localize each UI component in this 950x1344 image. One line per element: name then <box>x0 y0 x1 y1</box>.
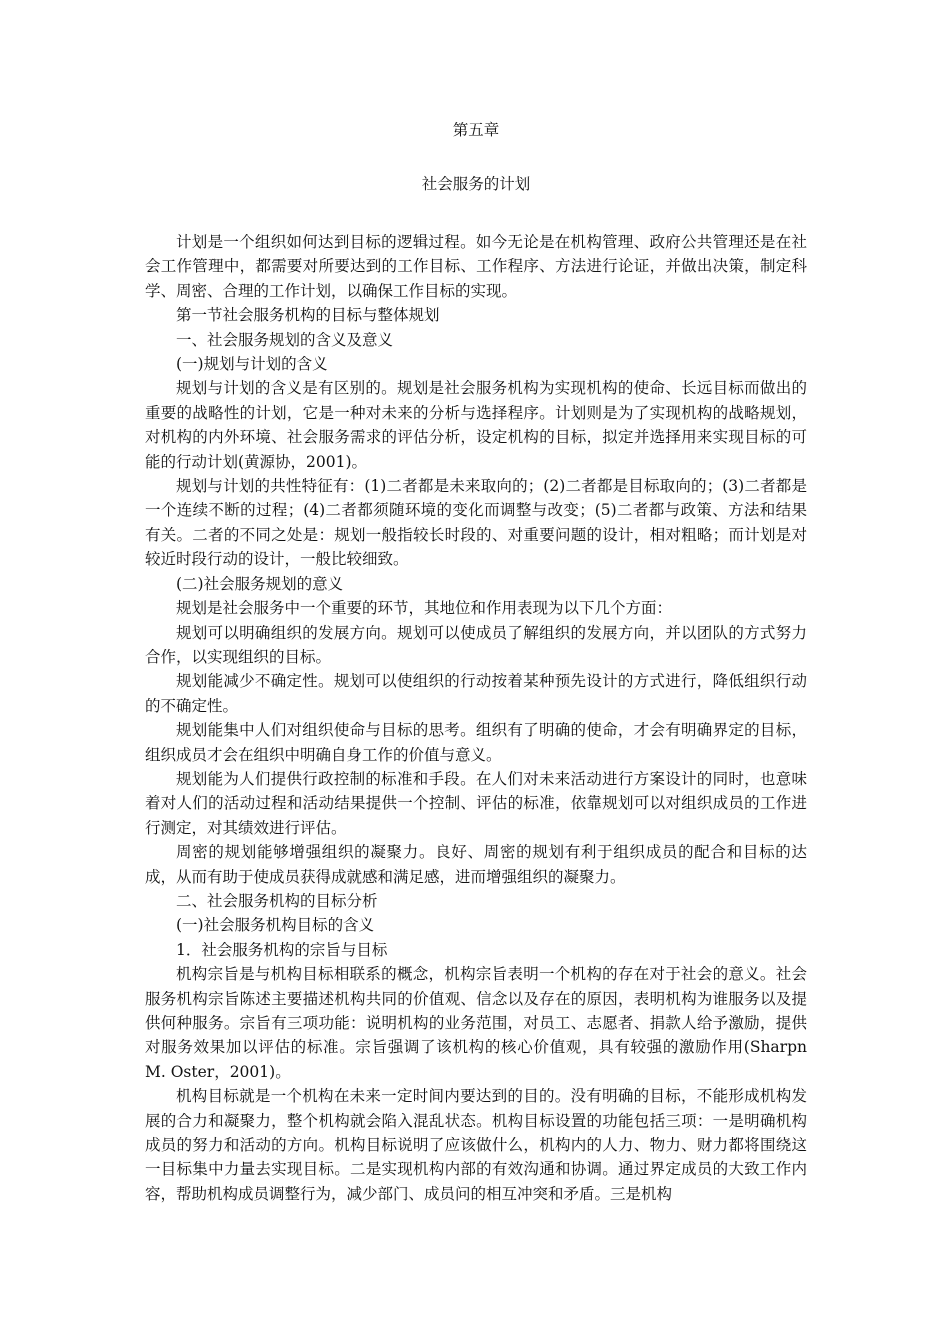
section-heading: 第一节社会服务机构的目标与整体规划 <box>176 306 440 325</box>
paragraph: 规划能减少不确定性。规划可以使组织的行动按着某种预先设计的方式进行，降低组织行动的不确定性。 <box>145 672 807 715</box>
paragraph: 规划与计划的含义是有区别的。规划是社会服务机构为实现机构的使命、长远目标而做出的重要的战略性的计划，它是一种对未来的分析与选择程序。计划则是为了实现机构的战略规划，对机构的内外环境、社会服务需求的评估分析，设定机构的目标，拟定并选择用来实现目标的可能的行动计划(黄源协，2001)。 <box>145 379 807 471</box>
paragraph: 机构目标就是一个机构在未来一定时间内要达到的目的。没有明确的目标，不能形成机构发展的合力和凝聚力，整个机构就会陷入混乱状态。机构目标设置的功能包括三项：一是明确机构成员的努力和活动的方向。机构目标说明了应该做什么，机构内的人力、物力、财力都将围绕这一目标集中力量去实现目标。二是实现机构内部的有效沟通和协调。通过界定成员的大致工作内容，帮助机构成员调整行为，减少部门、成员问的相互冲突和矛盾。三是机构 <box>145 1087 807 1203</box>
chapter-heading: 第五章 <box>452 121 500 139</box>
subsubsection-heading: (一)社会服务机构目标的含义 <box>176 916 375 935</box>
subsubsection-heading: (一)规划与计划的含义 <box>176 355 328 374</box>
subsection-heading: 二、社会服务机构的目标分析 <box>176 891 378 910</box>
subsection-heading: 一、社会服务规划的含义及意义 <box>176 330 394 349</box>
subsubsection-heading: (二)社会服务规划的意义 <box>176 574 344 593</box>
paragraph: 规划与计划的共性特征有：(1)二者都是未来取向的；(2)二者都是目标取向的；(3)二者都是一个连续不断的过程；(4)二者都须随环境的变化而调整与改变；(5)二者都与政策、方法和结果有关。二者的不同之处是：规划一般指较长时段的、对重要问题的设计，相对粗略；而计划是对较近时段行动的设计，一般比较细致。 <box>145 477 807 569</box>
document-page <box>145 118 807 1206</box>
document-body <box>145 230 807 1206</box>
paragraph: 周密的规划能够增强组织的凝聚力。良好、周密的规划有利于组织成员的配合和目标的达成，从而有助于使成员获得成就感和满足感，进而增强组织的凝聚力。 <box>145 843 807 886</box>
paragraph: 规划是社会服务中一个重要的环节，其地位和作用表现为以下几个方面： <box>176 599 673 618</box>
paragraph: 机构宗旨是与机构目标相联系的概念，机构宗旨表明一个机构的存在对于社会的意义。社会服务机构宗旨陈述主要描述机构共同的价值观、信念以及存在的原因，表明机构为谁服务以及提供何种服务。宗旨有三项功能：说明机构的业务范围，对员工、志愿者、捐款人给予激励，提供对服务效果加以评估的标准。宗旨强调了该机构的核心价值观，具有较强的激励作用(Sharpn M. Oster，2001)。 <box>145 965 807 1081</box>
paragraph: 规划能集中人们对组织使命与目标的思考。组织有了明确的使命，才会有明确界定的目标，组织成员才会在组织中明确自身工作的价值与意义。 <box>145 721 807 764</box>
numbered-heading: 1．社会服务机构的宗旨与目标 <box>176 940 388 959</box>
chapter-title: 社会服务的计划 <box>421 175 531 193</box>
paragraph: 规划能为人们提供行政控制的标准和手段。在人们对未来活动进行方案设计的同时，也意味着对人们的活动过程和活动结果提供一个控制、评估的标准，依靠规划可以对组织成员的工作进行测定，对其绩效进行评估。 <box>145 769 807 837</box>
intro-paragraph: 计划是一个组织如何达到目标的逻辑过程。如今无论是在机构管理、政府公共管理还是在社会工作管理中，都需要对所要达到的工作目标、工作程序、方法进行论证，并做出决策，制定科学、周密、合理的工作计划，以确保工作目标的实现。 <box>145 233 807 300</box>
paragraph: 规划可以明确组织的发展方向。规划可以使成员了解组织的发展方向，并以团队的方式努力合作，以实现组织的目标。 <box>145 623 807 666</box>
